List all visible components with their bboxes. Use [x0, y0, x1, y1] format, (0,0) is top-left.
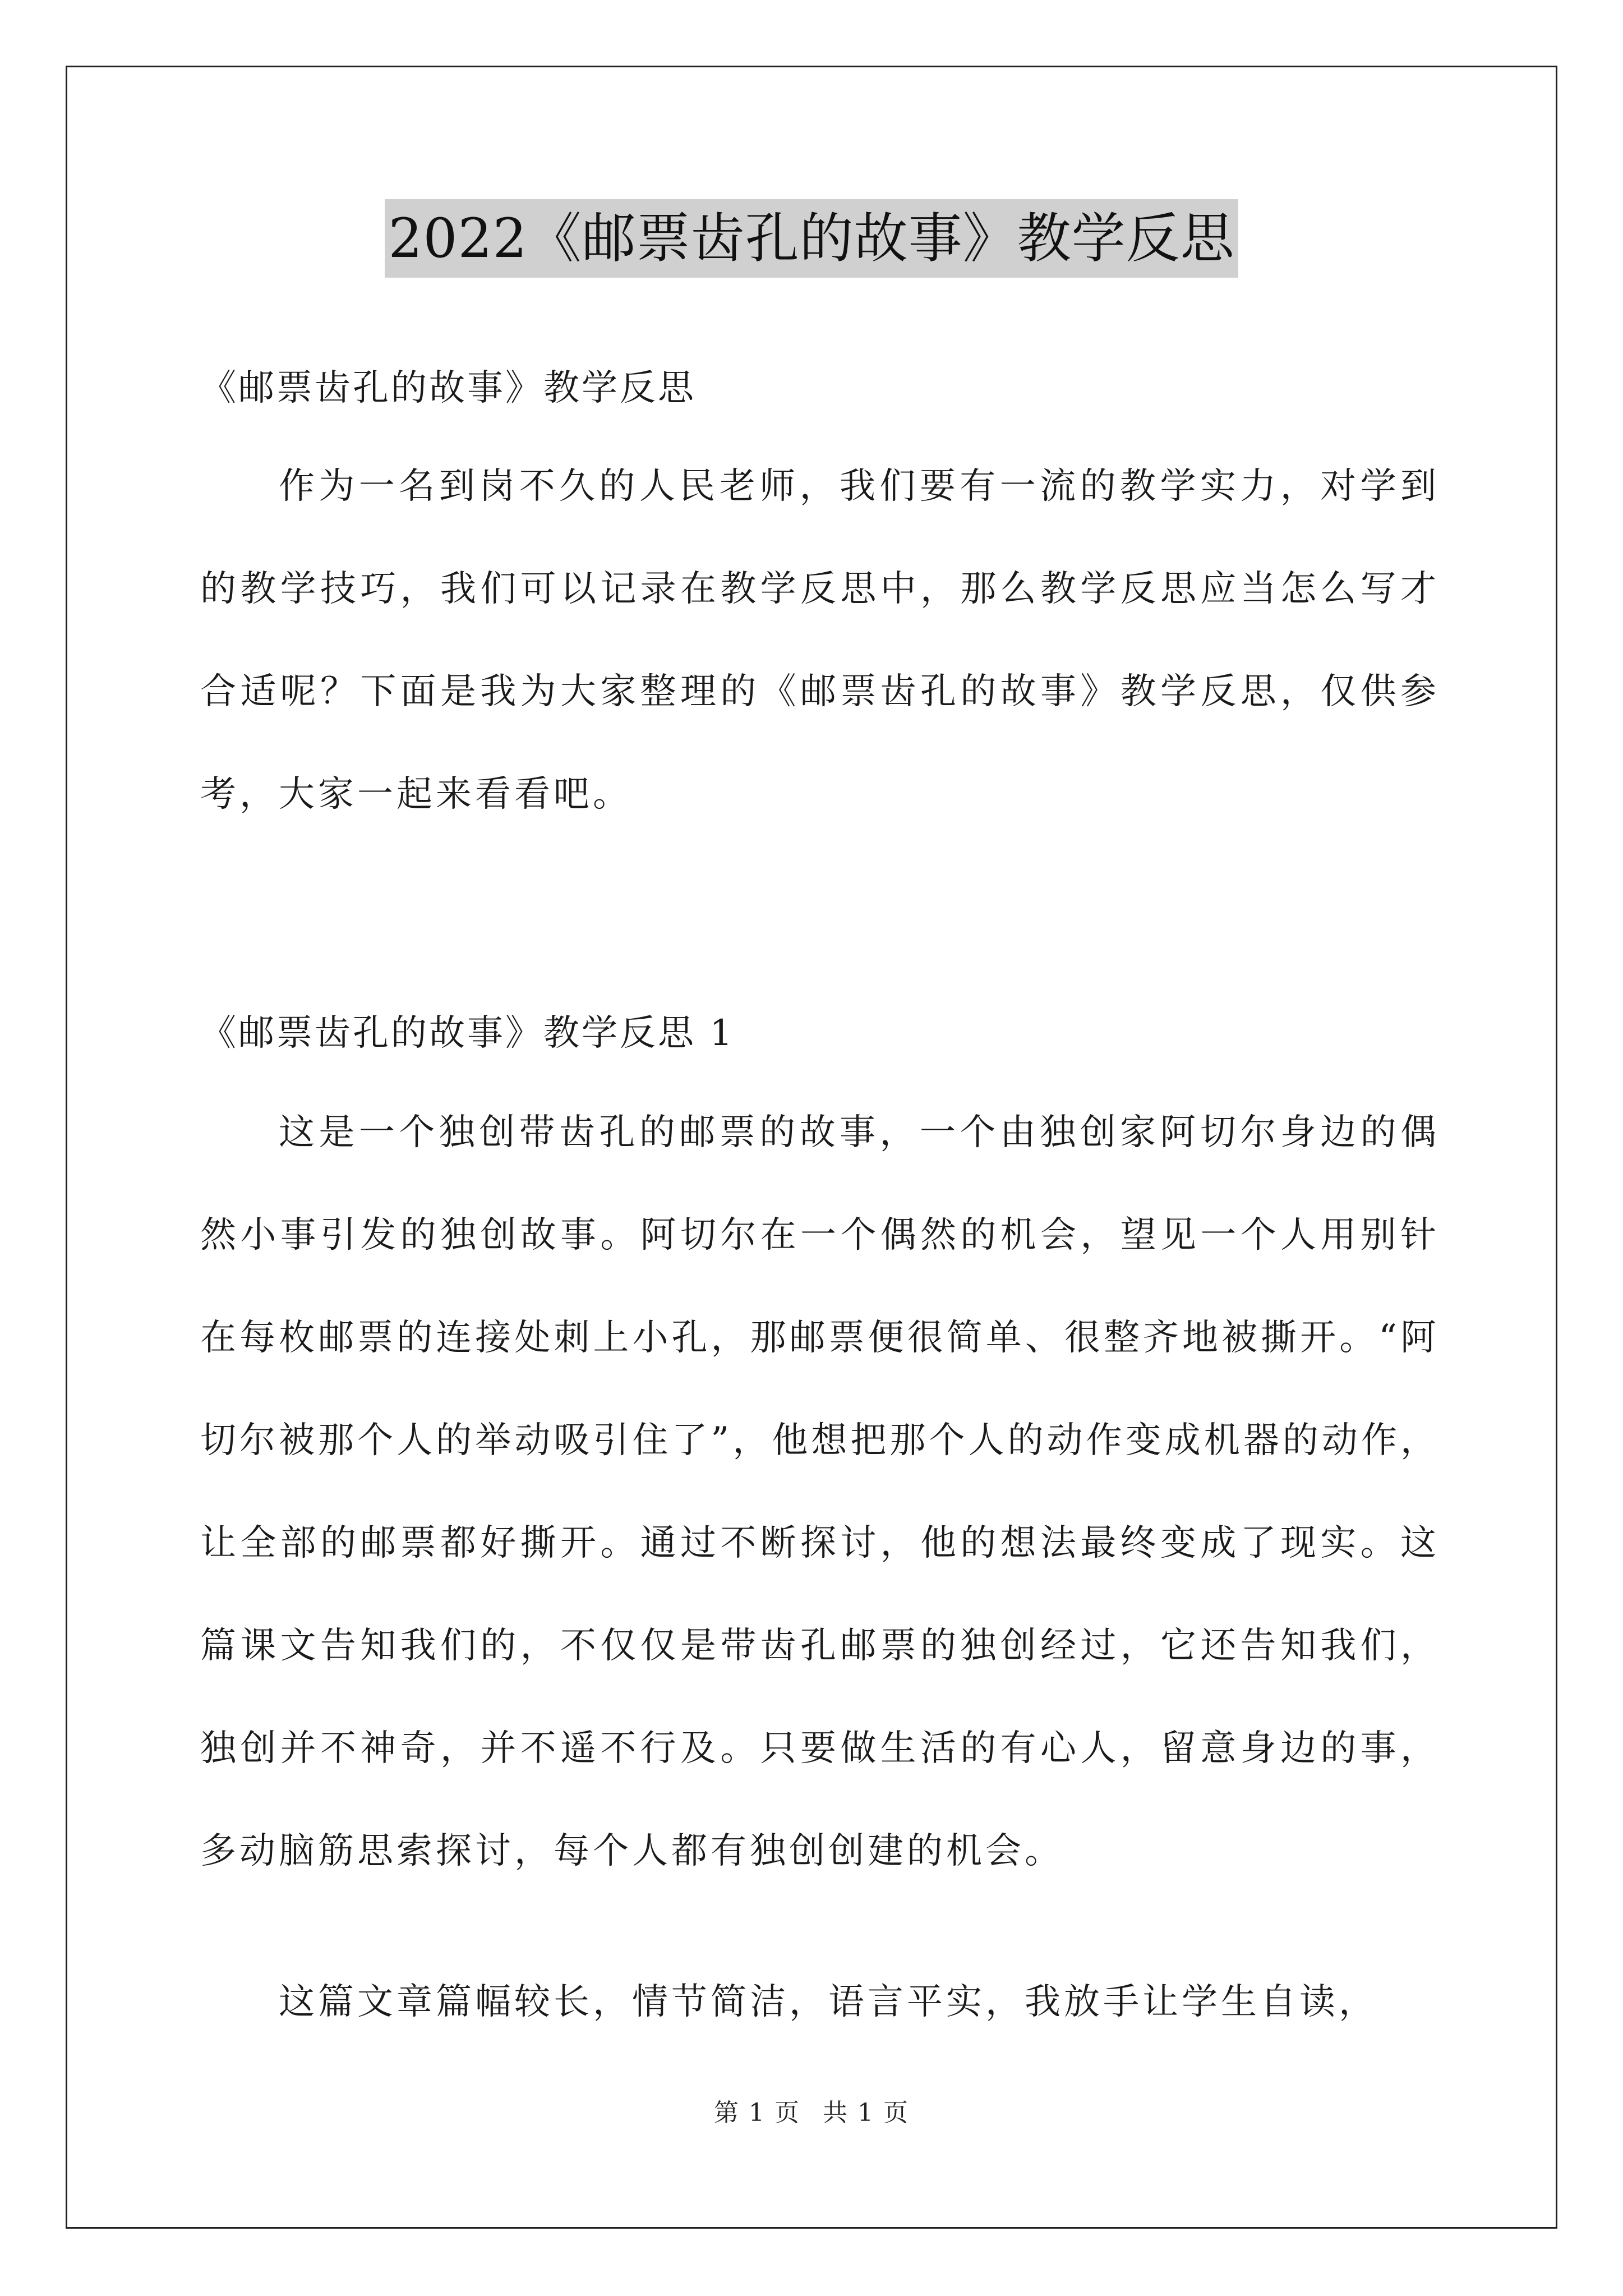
- section-1-heading: 《邮票齿孔的故事》教学反思 1: [200, 1013, 735, 1054]
- section-1-paragraph-1: 这是一个独创带齿孔的邮票的故事，一个由独创家阿切尔身边的偶然小事引发的独创故事。阿切尔在一个偶然的机会，望见一个人用别针在每枚邮票的连接处刺上小孔，那邮票便很简单、很整齐地被撕开。“阿切尔被那个人的举动吸引住了”，他想把那个人的动作变成机器的动作，让全部的邮票都好撕开。通过不断探讨，他的想法最终变成了现实。这篇课文告知我们的，不仅仅是带齿孔邮票的独创经过，它还告知我们，独创并不神奇，并不遥不行及。只要做生活的有心人，留意身边的事，多动脑筋思索探讨，每个人都有独创创建的机会。: [200, 1112, 1440, 1872]
- title-container: [0, 199, 1623, 278]
- page-number-current: 第 1 页: [714, 2099, 800, 2127]
- section-1-paragraph-2: 这篇文章篇幅较长，情节简洁，语言平实，我放手让学生自读，: [279, 1981, 1378, 2023]
- document-subtitle: 《邮票齿孔的故事》教学反思: [200, 367, 696, 409]
- page-number-total: 共 1 页: [823, 2099, 909, 2127]
- document-title: 2022《邮票齿孔的故事》教学反思: [385, 199, 1238, 278]
- page-footer: [0, 2092, 1623, 2128]
- intro-paragraph: 作为一名到岗不久的人民老师，我们要有一流的教学实力，对学到的教学技巧，我们可以记录在教学反思中，那么教学反思应当怎么写才合适呢？下面是我为大家整理的《邮票齿孔的故事》教学反思，仅供参考，大家一起来看看吧。: [200, 466, 1440, 815]
